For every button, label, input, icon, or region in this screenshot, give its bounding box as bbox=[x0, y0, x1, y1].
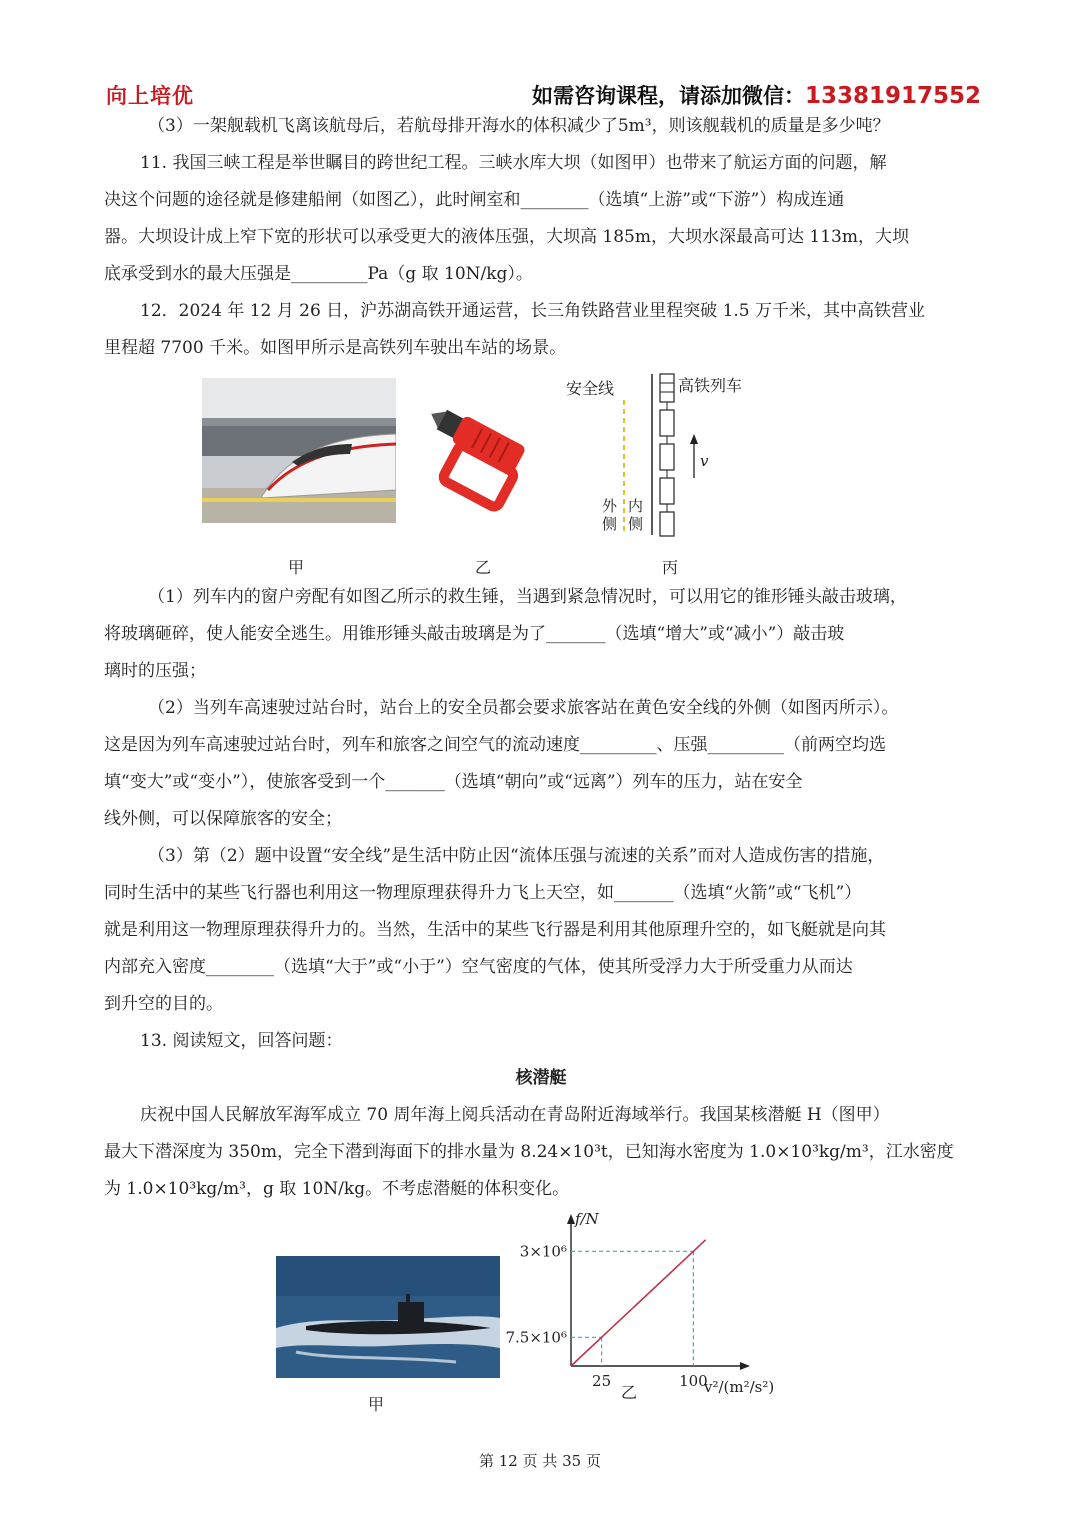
text-line: （3）一架舰载机飞离该航母后，若航母排开海水的体积减少了5m³，则该舰载机的质量是多少吨？ bbox=[148, 116, 890, 136]
outer-side-label: 外 bbox=[602, 497, 618, 515]
train-car bbox=[660, 374, 674, 402]
y-axis-label: f/N bbox=[575, 1210, 599, 1228]
velocity-label: v bbox=[700, 452, 709, 470]
submarine-photo bbox=[276, 1256, 500, 1378]
text-line: 璃时的压强； bbox=[104, 661, 206, 681]
text-line: 庆祝中国人民解放军海军成立 70 周年海上阅兵活动在青岛附近海域举行。我国某核潜艇 H（图甲） bbox=[140, 1105, 890, 1125]
text-line: 填“变大”或“变小”），使旅客受到一个_______（选填“朝向”或“远离”）列车的压力，站在安全 bbox=[104, 772, 803, 792]
x-tick-label: 25 bbox=[592, 1372, 612, 1390]
text-line: 将玻璃砸碎，使人能安全逃生。用锥形锤头敲击玻璃是为了_______（选填“增大”或“减小”）敲击玻 bbox=[104, 624, 845, 644]
inner-side-label: 内 bbox=[628, 497, 644, 515]
train-car bbox=[660, 478, 674, 504]
safety-hammer-image bbox=[408, 398, 540, 516]
figure-label-a: 甲 bbox=[288, 558, 305, 577]
text-line: （2）当列车高速驶过站台时，站台上的安全员都会要求旅客站在黄色安全线的外侧（如图丙所示）。 bbox=[148, 698, 899, 718]
text-line: 里程超 7700 千米。如图甲所示是高铁列车驶出车站的场景。 bbox=[104, 338, 567, 358]
x-tick-label: 100 bbox=[679, 1372, 708, 1390]
train-car bbox=[660, 410, 674, 436]
y-axis-arrow bbox=[567, 1214, 575, 1224]
text-line: 决这个问题的途径就是修建船闸（如图乙），此时闸室和________（选填“上游”或“下游”）构成连通 bbox=[104, 190, 845, 210]
x-axis-arrow bbox=[740, 1362, 750, 1370]
page-number: 第 12 页 共 35 页 bbox=[478, 1452, 601, 1470]
outer-side-label: 侧 bbox=[602, 515, 618, 533]
figure-label-b: 乙 bbox=[620, 1383, 638, 1402]
header-brand: 向上培优 bbox=[106, 84, 194, 108]
text-line: 就是利用这一物理原理获得升力的。当然，生活中的某些飞行器是利用其他原理升空的，如飞艇就是向其 bbox=[104, 920, 886, 940]
text-line: 13. 阅读短文，回答问题： bbox=[140, 1031, 343, 1051]
text-line: 到升空的目的。 bbox=[104, 994, 223, 1014]
series-line bbox=[571, 1240, 706, 1366]
text-line: 这是因为列车高速驶过站台时，列车和旅客之间空气的流动速度_________、压强_________（前两空均选 bbox=[104, 735, 886, 755]
text-line: 同时生活中的某些飞行器也利用这一物理原理获得升力飞上天空，如_______（选填“火箭”或“飞机”） bbox=[104, 883, 862, 903]
text-line: 为 1.0×10³kg/m³，g 取 10N/kg。不考虑潜艇的体积变化。 bbox=[104, 1179, 570, 1199]
safety-line-label: 安全线 bbox=[566, 379, 615, 398]
text-line: 线外侧，可以保障旅客的安全； bbox=[104, 809, 342, 829]
train-car bbox=[660, 512, 674, 536]
text-line: （1）列车内的窗户旁配有如图乙所示的救生锤，当遇到紧急情况时，可以用它的锥形锤头敲击玻璃， bbox=[148, 587, 907, 607]
text-line: 器。大坝设计成上窄下宽的形状可以承受更大的液体压强，大坝高 185m，大坝水深最高可达 113m，大坝 bbox=[104, 227, 909, 247]
figure-label-a: 甲 bbox=[368, 1395, 385, 1414]
y-tick-label: 3×10⁶ bbox=[519, 1242, 567, 1261]
text-line: 内部充入密度________（选填“大于”或“小于”）空气密度的气体，使其所受浮力大于所受重力从而达 bbox=[104, 957, 853, 977]
train-photo bbox=[202, 378, 396, 523]
text-line: 底承受到水的最大压强是_________Pa（g 取 10N/kg）。 bbox=[104, 264, 533, 284]
text-line: （3）第（2）题中设置“安全线”是生活中防止因“流体压强与流速的关系”而对人造成伤害的措施， bbox=[148, 846, 885, 866]
train-car bbox=[660, 444, 674, 470]
header-contact bbox=[532, 80, 981, 110]
y-tick-label: 7.5×10⁶ bbox=[505, 1328, 567, 1347]
train-label: 高铁列车 bbox=[678, 376, 743, 395]
figure-label-b: 乙 bbox=[475, 558, 492, 577]
contact-phone: 13381917552 bbox=[805, 83, 982, 109]
f-v2-chart bbox=[500, 1206, 790, 1406]
text-line: 12．2024 年 12 月 26 日，沪苏湖高铁开通运营，长三角铁路营业里程突破 1.5 万千米，其中高铁营业 bbox=[140, 301, 926, 321]
text-line: 11. 我国三峡工程是举世瞩目的跨世纪工程。三峡水库大坝（如图甲）也带来了航运方面的问题，解 bbox=[140, 153, 887, 173]
safety-line-diagram bbox=[560, 370, 760, 540]
contact-label: 如需咨询课程，请添加微信： bbox=[532, 84, 805, 108]
inner-side-label: 侧 bbox=[628, 515, 644, 533]
x-axis-label: v²/(m²/s²) bbox=[704, 1378, 775, 1396]
passage-title: 核潜艇 bbox=[515, 1068, 567, 1088]
text-line: 最大下潜深度为 350m，完全下潜到海面下的排水量为 8.24×10³t，已知海水密度为 1.0×10³kg/m³，江水密度 bbox=[104, 1142, 954, 1162]
figure-label-c: 丙 bbox=[662, 558, 679, 577]
